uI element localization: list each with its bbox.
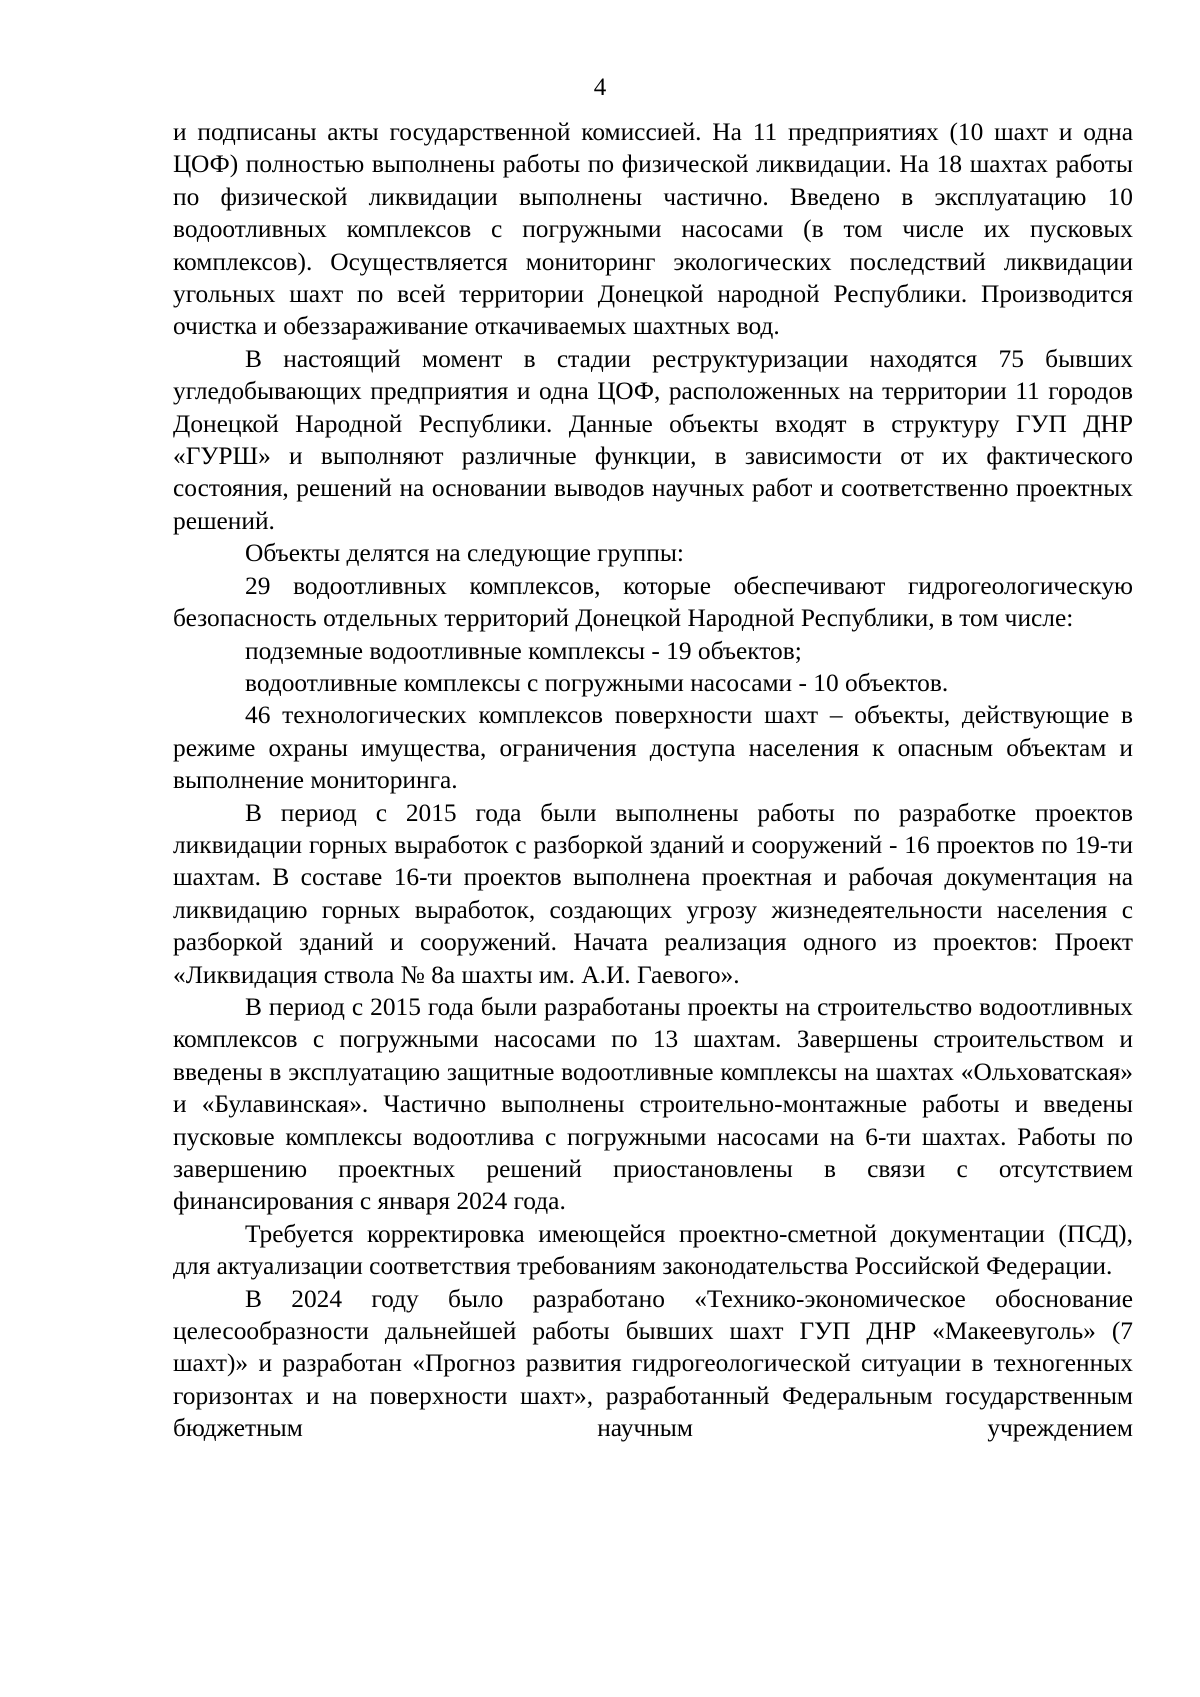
list-item-submersible-pumps: водоотливные комплексы с погружными насосами - 10 объектов.	[245, 668, 949, 697]
paragraph-liquidation-projects: В период с 2015 года были выполнены работы по разработке проектов ликвидации горных выработок с разборкой зданий и сооружений - 16 проектов по 19-ти шахтам. В составе 16-ти проектов выполнена проектная и рабочая документация на ликвидацию горных выработок, создающих угрозу жизнедеятельности населения с разборкой зданий и сооружений. Начата реализация одного из проектов: Проект «Ликвидация ствола № 8а шахты им. А.И. Гаевого».	[173, 798, 1133, 989]
paragraph-drainage-construction: В период с 2015 года были разработаны проекты на строительство водоотливных комплексов с погружными насосами по 13 шахтам. Завершены строительством и введены в эксплуатацию защитные водоотливные комплексы на шахтах «Ольховатская» и «Булавинская». Частично выполнены строительно-монтажные работы и введены пусковые комплексы водоотлива с погружными насосами на 6-ти шахтах. Работы по завершению проектных решений приостановлены в связи с отсутствием финансирования с января 2024 года.	[173, 992, 1133, 1216]
paragraph-technological-complexes: 46 технологических комплексов поверхности шахт – объекты, действующие в режиме охраны имущества, ограничения доступа населения к опасным объектам и выполнение мониторинга.	[173, 701, 1133, 795]
paragraph-psd-correction: Требуется корректировка имеющейся проектно-сметной документации (ПСД), для актуализации соответствия требованиям законодательства Российской Федерации.	[173, 1219, 1133, 1281]
paragraph-groups-intro: Объекты делятся на следующие группы:	[245, 539, 684, 568]
document-body	[173, 116, 1133, 1445]
list-item-underground-complexes: подземные водоотливные комплексы - 19 объектов;	[245, 636, 802, 665]
paragraph-drainage-complexes: 29 водоотливных комплексов, которые обеспечивают гидрогеологическую безопасность отдельных территорий Донецкой Народной Республики, в том числе:	[173, 571, 1133, 633]
paragraph-feasibility-study: В 2024 году было разработано «Технико-экономическое обоснование целесообразности дальнейшей работы бывших шахт ГУП ДНР «Макеевуголь» (7 шахт)» и разработан «Прогноз развития гидрогеологической ситуации в техногенных горизонтах и на поверхности шахт», разработанный Федеральным государственным бюджетным научным учреждением	[173, 1284, 1133, 1443]
page-number: 4	[593, 74, 607, 101]
paragraph-restructuring: В настоящий момент в стадии реструктуризации находятся 75 бывших угледобывающих предприятия и одна ЦОФ, расположенных на территории 11 городов Донецкой Народной Республики. Данные объекты входят в структуру ГУП ДНР «ГУРШ» и выполняют различные функции, в зависимости от их фактического состояния, решений на основании выводов научных работ и соответственно проектных решений.	[173, 344, 1133, 535]
paragraph-commission-acts: и подписаны акты государственной комиссией. На 11 предприятиях (10 шахт и одна ЦОФ) полностью выполнены работы по физической ликвидации. На 18 шахтах работы по физической ликвидации выполнены частично. Введено в эксплуатацию 10 водоотливных комплексов с погружными насосами (в том числе их пусковых комплексов). Осуществляется мониторинг экологических последствий ликвидации угольных шахт по всей территории Донецкой народной Республики. Производится очистка и обеззараживание откачиваемых шахтных вод.	[173, 118, 1133, 341]
